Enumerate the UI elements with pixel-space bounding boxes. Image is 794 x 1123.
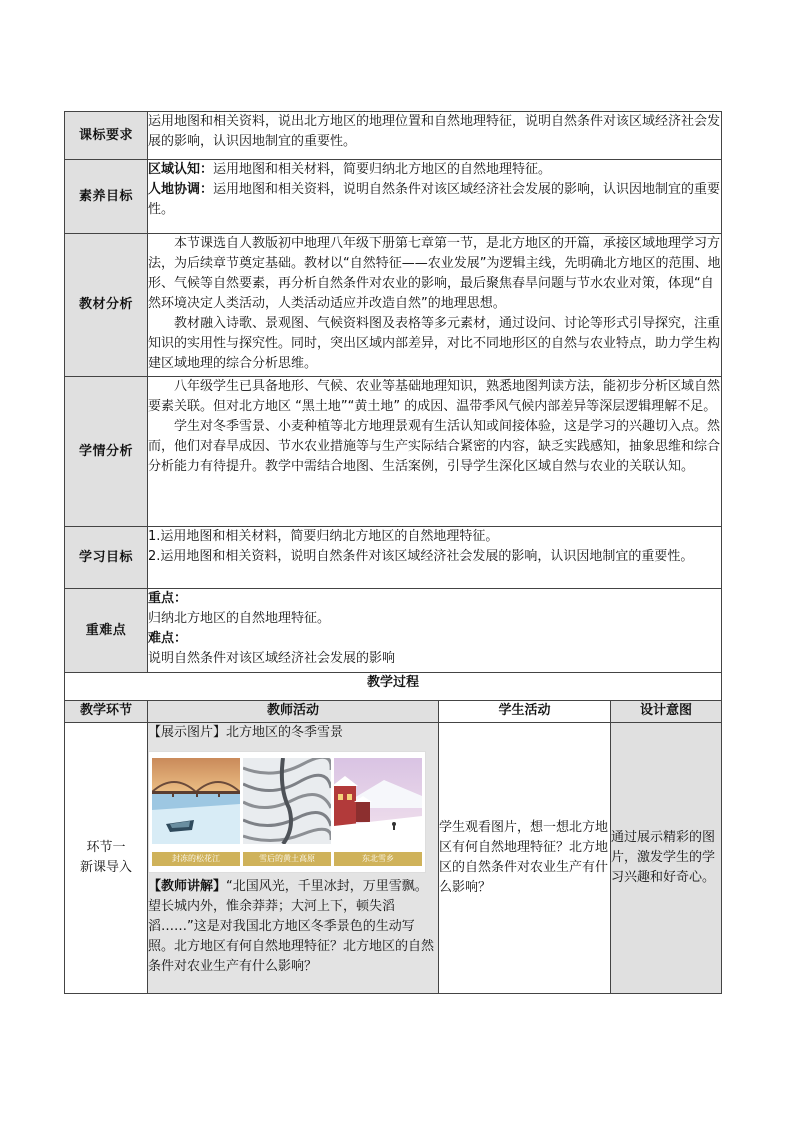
goals-content bbox=[148, 527, 722, 589]
learner-row bbox=[65, 377, 722, 527]
keypoints-row bbox=[65, 589, 722, 673]
stage-row bbox=[65, 723, 722, 994]
keypoints-content bbox=[148, 589, 722, 673]
process-title: 教学过程 bbox=[65, 673, 722, 701]
process-header-row bbox=[65, 701, 722, 723]
show-image-tag: 【展示图片】 bbox=[148, 725, 227, 740]
design-intent: 通过展示精彩的图片，激发学生的学习兴趣和好奇心。 bbox=[611, 723, 722, 994]
col-header-teacher: 教师活动 bbox=[148, 701, 439, 723]
winter-scenery-photos bbox=[148, 751, 426, 873]
textbook-row bbox=[65, 234, 722, 377]
goals-label: 学习目标 bbox=[65, 527, 148, 589]
textbook-paragraph: 教材融入诗歌、景观图、气候资料图及表格等多元素材，通过设问、讨论等形式引导探究，注重知识的实用性与探究性。同时，突出区域内部差异，对比不同地形区的自然与农业特点，助力学生构建区域地理的综合分析思维。 bbox=[148, 316, 721, 371]
goal-item: 1.运用地图和相关材料，简要归纳北方地区的自然地理特征。 bbox=[148, 529, 499, 544]
learner-label: 学情分析 bbox=[65, 377, 148, 527]
photo-caption: 雪后的黄土高原 bbox=[243, 852, 331, 866]
key-point-text: 归纳北方地区的自然地理特征。 bbox=[148, 611, 331, 626]
literacy-row bbox=[65, 160, 722, 234]
lesson-plan-page bbox=[64, 111, 721, 994]
teacher-explain bbox=[148, 877, 438, 977]
difficult-point-text: 说明自然条件对该区域经济社会发展的影响 bbox=[148, 651, 396, 666]
literacy-item-lead: 人地协调： bbox=[148, 182, 214, 197]
teacher-explain-tag: 【教师讲解】 bbox=[148, 879, 227, 894]
teacher-activity bbox=[148, 723, 439, 994]
stage-title: 新课导入 bbox=[79, 860, 132, 875]
lesson-plan-table bbox=[64, 111, 722, 994]
textbook-label: 教材分析 bbox=[65, 234, 148, 377]
literacy-item bbox=[148, 180, 721, 220]
literacy-label: 素养目标 bbox=[65, 160, 148, 234]
stage-name bbox=[65, 723, 148, 994]
key-point-label: 重点： bbox=[148, 591, 188, 606]
curriculum-text: 运用地图和相关资料，说出北方地区的地理位置和自然地理特征，说明自然条件对该区域经济社会发展的影响，认识因地制宜的重要性。 bbox=[148, 112, 722, 160]
curriculum-row bbox=[65, 112, 722, 160]
snow-town-photo bbox=[334, 758, 422, 844]
learner-paragraph: 八年级学生已具备地形、气候、农业等基础地理知识，熟悉地图判读方法，能初步分析区域自然要素关联。但对北方地区 “黑土地”“黄土地” 的成因、温带季风气候内部差异等深层逻辑理解不足。 bbox=[148, 379, 721, 414]
show-image-text: 北方地区的冬季雪景 bbox=[226, 725, 344, 740]
photo-caption: 东北雪乡 bbox=[334, 852, 422, 866]
learner-content bbox=[148, 377, 722, 527]
curriculum-label: 课标要求 bbox=[65, 112, 148, 160]
goals-row bbox=[65, 527, 722, 589]
col-header-stage: 教学环节 bbox=[65, 701, 148, 723]
literacy-content bbox=[148, 160, 722, 234]
frozen-river-photo bbox=[152, 758, 240, 844]
photo-caption: 封冻的松花江 bbox=[152, 852, 240, 866]
student-activity: 学生观看图片，想一想北方地区有何自然地理特征？北方地区的自然条件对农业生产有什么影响？ bbox=[439, 723, 611, 994]
literacy-item-lead: 区域认知： bbox=[148, 162, 214, 177]
literacy-item-text: 运用地图和相关资料，说明自然条件对该区域经济社会发展的影响，认识因地制宜的重要性。 bbox=[148, 182, 721, 217]
col-header-intent: 设计意图 bbox=[611, 701, 722, 723]
literacy-item bbox=[148, 160, 721, 180]
learner-paragraph: 学生对冬季雪景、小麦种植等北方地理景观有生活认知或间接体验，这是学习的兴趣切入点。然而，他们对春旱成因、节水农业措施等与生产实际结合紧密的内容，缺乏实践感知，抽象思维和综合分析能力有待提升。教学中需结合地图、生活案例，引导学生深化区域自然与农业的关联认知。 bbox=[148, 419, 721, 474]
loess-plateau-photo bbox=[243, 758, 331, 844]
textbook-content bbox=[148, 234, 722, 377]
keypoints-label: 重难点 bbox=[65, 589, 148, 673]
textbook-paragraph: 本节课选自人教版初中地理八年级下册第七章第一节，是北方地区的开篇，承接区域地理学习方法，为后续章节奠定基础。教材以“自然特征——农业发展”为逻辑主线，先明确北方地区的范围、地形、气候等自然要素，再分析自然条件对农业的影响，最后聚焦春旱问题与节水农业对策，体现“自然环境决定人类活动，人类活动适应并改造自然”的地理思想。 bbox=[148, 236, 721, 311]
col-header-student: 学生活动 bbox=[439, 701, 611, 723]
show-image-line bbox=[148, 723, 438, 743]
goal-item: 2.运用地图和相关资料，说明自然条件对该区域经济社会发展的影响，认识因地制宜的重要性。 bbox=[148, 549, 694, 564]
process-title-row bbox=[65, 673, 722, 701]
difficult-point-label: 难点： bbox=[148, 631, 188, 646]
literacy-item-text: 运用地图和相关材料，简要归纳北方地区的自然地理特征。 bbox=[213, 162, 552, 177]
teacher-explain-text: “北国风光，千里冰封，万里雪飘。望长城内外，惟余莽莽；大河上下，顿失滔滔……”这是对我国北方地区冬季景色的生动写照。北方地区有何自然地理特征？北方地区的自然条件对农业生产有什么影响？ bbox=[148, 879, 435, 974]
stage-number: 环节一 bbox=[86, 840, 126, 855]
